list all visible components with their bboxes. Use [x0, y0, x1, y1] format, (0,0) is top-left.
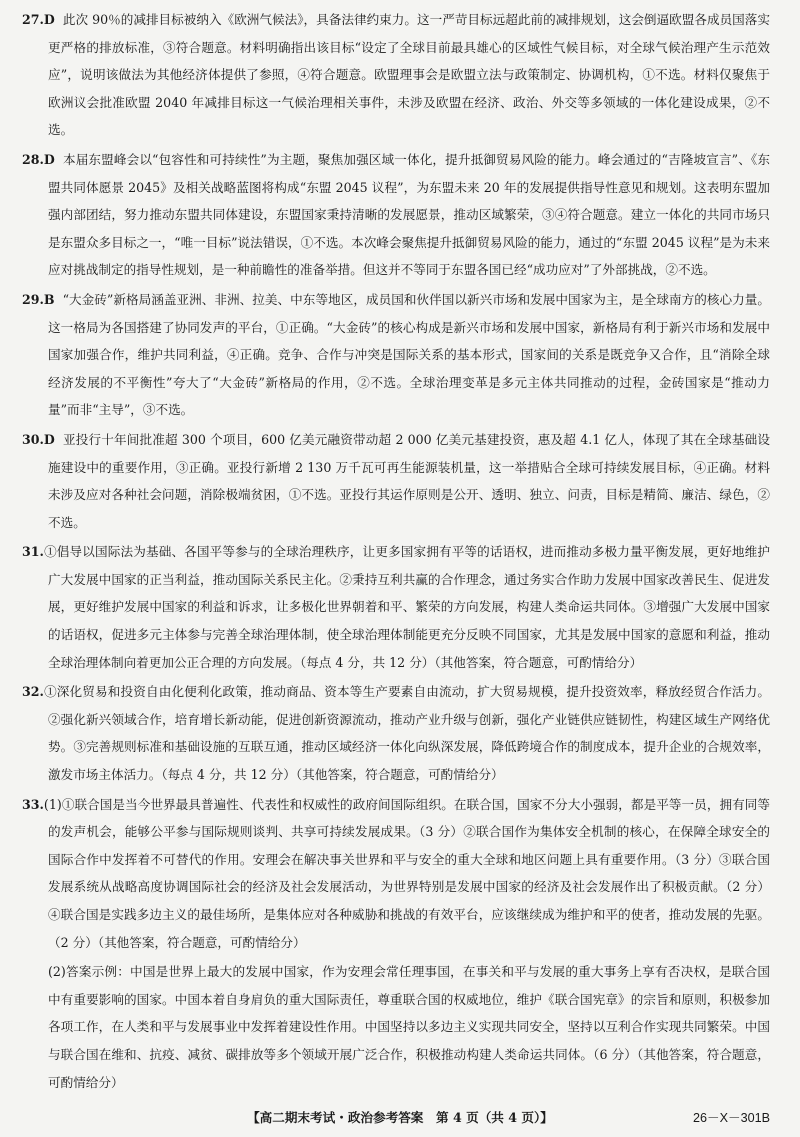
question-number: 28. [22, 151, 44, 167]
question-number: 30. [22, 431, 44, 447]
answer-choice: D [43, 431, 55, 447]
answer-explanation: 本届东盟峰会以“包容性和可持续性”为主题，聚焦加强区域一体化，提升抵御贸易风险的能力。峰会通过的“吉隆坡宣言”、《东盟共同体愿景 2045》及相关战略蓝图将构成“东盟 2045 议程”，为东盟未来 20 年的发展提供指导性意见和规划。这表明东盟加强内部团结，努力推动东盟共同体建设，东盟国家秉持清晰的发展愿景，推动区域繁荣，③④符合题意。建立一体化的共同市场只是东盟众多目标之一，“唯一目标”说法错误，①不选。本次峰会聚焦提升抵御贸易风险的能力，通过的“东盟 2045 议程”是为未来应对挑战制定的指导性规划，是一种前瞻性的准备举措。但这并不等同于东盟各国已经“成功应对”了外部挑战，②不选。 [48, 151, 770, 278]
answer-explanation: (1)①联合国是当今世界最具普遍性、代表性和权威性的政府间国际组织。在联合国，国家不分大小强弱，都是平等一员，拥有同等的发声机会，能够公平参与国际规则谈判、共享可持续发展成果。（3 分）②联合国作为集体安全机制的核心，在保障全球安全的国际合作中发挥着不可替代的作用。安理会在解决事关世界和平与安全的重大全球和地区问题上具有重要作用。（3 分）③联合国发展系统从战略高度协调国际社会的经济及社会发展活动，为世界特别是发展中国家的经济及社会发展作出了积极贡献。（2 分）④联合国是实践多边主义的最佳场所，是集体应对各种威胁和挑战的有效平台，应该继续成为维护和平的使者，推动发展的先驱。（2 分）（其他答案，符合题意，可酌情给分） [43, 796, 770, 950]
answer-item-30 [22, 426, 770, 536]
answer-item-33 [22, 791, 770, 957]
answer-item-32 [22, 678, 770, 788]
answer-item-31 [22, 538, 770, 676]
answer-item-33-part-2: (2)答案示例：中国是世界上最大的发展中国家，作为安理会常任理事国，在事关和平与发展的重大事务上享有否决权，是联合国中有重要影响的国家。中国本着自身肩负的重大国际责任，尊重联合国的权威地位，维护《联合国宪章》的宗旨和原则，积极参加各项工作，在人类和平与发展事业中发挥着建设性作用。中国坚持以多边主义实现共同安全，坚持以互利合作实现共同繁荣。中国与联合国在维和、抗疫、减贫、碳排放等多个领域开展广泛合作，积极推动构建人类命运共同体。（6 分）（其他答案，符合题意，可酌情给分） [48, 964, 770, 1090]
answer-choice: D [43, 12, 55, 27]
answer-choice: D [43, 151, 55, 167]
answer-explanation: 亚投行十年间批准超 300 个项目，600 亿美元融资带动超 2 000 亿美元基建投资，惠及超 4.1 亿人，体现了其在全球基础设施建设中的重要作用，③正确。亚投行新增 2 130 万千瓦可再生能源装机量，这一举措贴合全球可持续发展目标，④正确。材料未涉及应对各种社会问题，消除极端贫困，①不选。亚投行其运作原则是公开、透明、独立、问责，目标是精简、廉洁、绿色，②不选。 [48, 431, 770, 530]
question-number: 32. [22, 684, 44, 700]
question-number: 31. [22, 544, 44, 560]
page-footer [0, 1107, 800, 1129]
answer-explanation: ①深化贸易和投资自由化便利化政策，推动商品、资本等生产要素自由流动，扩大贸易规模，提升投资效率，释放经贸合作活力。②强化新兴领域合作，培育增长新动能，促进创新资源流动，推动产业升级与创新，强化产业链供应链韧性，构建区域生产网络优势。③完善规则标准和基础设施的互联互通，推动区域经济一体化向纵深发展，降低跨境合作的制度成本，提升企业的合规效率，激发市场主体活力。（每点 4 分，共 12 分）（其他答案，符合题意，可酌情给分） [43, 684, 770, 783]
question-number: 33. [22, 796, 44, 812]
answer-item-27 [22, 6, 770, 144]
answer-explanation: 此次 90％的减排目标被纳入《欧洲气候法》，具备法律约束力。这一严苛目标远超此前的减排规划，这会倒逼欧盟各成员国落实更严格的排放标准，③符合题意。材料明确指出该目标“设定了全球目前最具雄心的区域性气候目标，对全球气候治理产生示范效应”，说明该做法为其他经济体提供了参照，④符合题意。欧盟理事会是欧盟立法与政策制定、协调机构，①不选。材料仅聚焦于欧洲议会批准欧盟 2040 年减排目标这一气候治理相关事件，未涉及欧盟在经济、政治、外交等多领域的一体化建设成果，②不选。 [48, 12, 770, 138]
answer-choice: B [43, 291, 55, 307]
question-number: 29. [22, 291, 44, 307]
answer-item-28 [22, 146, 770, 284]
answer-explanation: “大金砖”新格局涵盖亚洲、非洲、拉美、中东等地区，成员国和伙伴国以新兴市场和发展中国家为主，是全球南方的核心力量。这一格局为各国搭建了协同发声的平台，①正确。“大金砖”的核心构成是新兴市场和发展中国家，新格局有利于新兴市场和发展中国家加强合作，维护共同利益，④正确。竞争、合作与冲突是国际关系的基本形式，国家间的关系是既竞争又合作，且“消除全球经济发展的不平衡性”夸大了“大金砖”新格局的作用，②不选。全球治理变革是多元主体共同推动的过程，金砖国家是“推动力量”而非“主导”，③不选。 [48, 291, 770, 418]
footer-title: 【高二期末考试・政治参考答案 第 4 页（共 4 页）】 [247, 1110, 553, 1125]
question-number: 27. [22, 12, 44, 27]
footer-code: 26－X－301B [692, 1111, 770, 1125]
answer-item-29 [22, 286, 770, 424]
answer-explanation: ①倡导以国际法为基础、各国平等参与的全球治理秩序，让更多国家拥有平等的话语权，进而推动多极力量平衡发展，更好地维护广大发展中国家的正当利益，推动国际关系民主化。②秉持互利共赢的合作理念，通过务实合作助力发展中国家改善民生、促进发展，更好维护发展中国家的利益和诉求，让多极化世界朝着和平、繁荣的方向发展，构建人类命运共同体。③增强广大发展中国家的话语权，促进多元主体参与完善全球治理体制，使全球治理体制能更充分反映不同国家，尤其是发展中国家的意愿和利益，推动全球治理体制向着更加公正合理的方向发展。（每点 4 分，共 12 分）（其他答案，符合题意，可酌情给分） [43, 544, 770, 670]
